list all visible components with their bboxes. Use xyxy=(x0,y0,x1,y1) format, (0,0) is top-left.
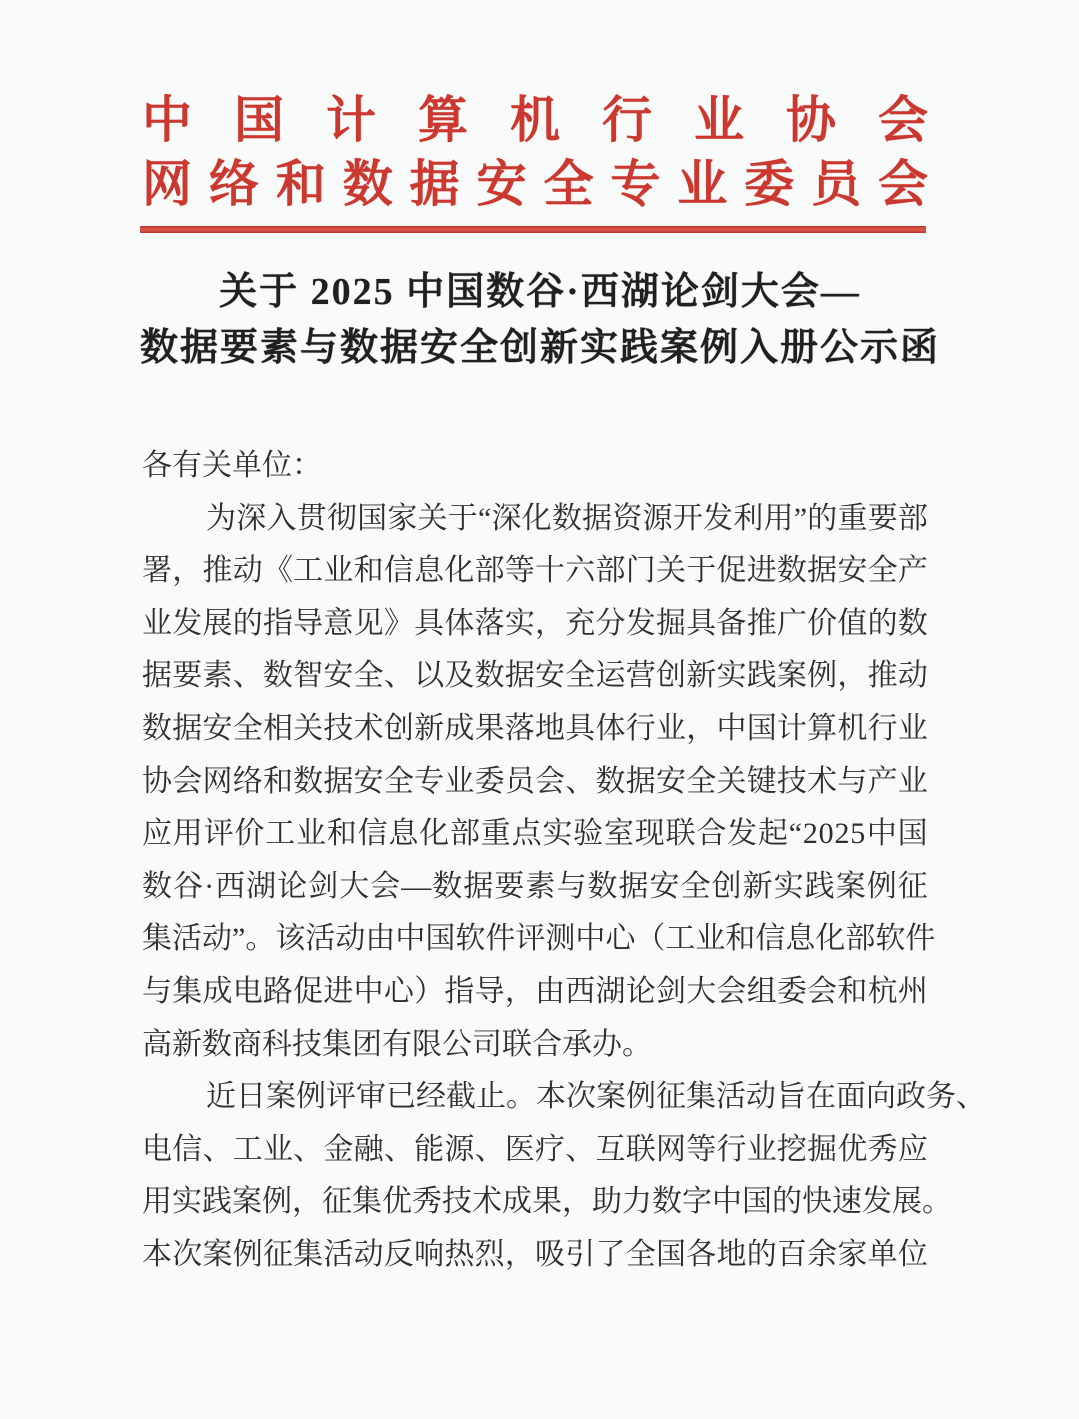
body-line: 用 实 践 案 例 ， 征 集 优 秀 技 术 成 果 ， 助 力 数 字 中 国 的 快 速 发 展 。 xyxy=(142,1185,952,1219)
org-header xyxy=(142,88,928,216)
body-line: 本 次 案 例 征 集 活 动 反 响 热 烈 ， 吸 引 了 全 国 各 地 的 百 余 家 单 位 xyxy=(142,1237,928,1271)
body-line: 数 谷 · 西 湖 论 剑 大 会 — 数 据 要 素 与 数 据 安 全 创 新 实 践 案 例 征 xyxy=(142,869,928,903)
body-line: 高新数商科技集团有限公司联合承办。 xyxy=(142,1027,652,1061)
body-line: 协 会 网 络 和 数 据 安 全 专 业 委 员 会 、 数 据 安 全 关 键 技 术 与 产 业 xyxy=(142,764,928,798)
body-line: 应 用 评 价 工 业 和 信 息 化 部 重 点 实 验 室 现 联 合 发 起 “ 2 0 2 5 中 国 xyxy=(142,817,928,851)
body-line: 为 深 入 贯 彻 国 家 关 于 “ 深 化 数 据 资 源 开 发 利 用 ” 的 重 要 部 xyxy=(206,501,928,535)
red-rule-divider xyxy=(140,226,926,233)
body-line: 电 信 、 工 业 、 金 融 、 能 源 、 医 疗 、 互 联 网 等 行 业 挖 掘 优 秀 应 xyxy=(142,1132,928,1166)
doc-body xyxy=(142,440,986,1282)
body-line: 业 发 展 的 指 导 意 见 》 具 体 落 实 ， 充 分 发 掘 具 备 推 广 价 值 的 数 xyxy=(142,606,928,640)
org-header-line-2: 网 络 和 数 据 安 全 专 业 委 员 会 xyxy=(142,156,928,212)
org-header-line-1: 中 国 计 算 机 行 业 协 会 xyxy=(142,92,928,148)
body-line: 数 据 安 全 相 关 技 术 创 新 成 果 落 地 具 体 行 业 ， 中 国 计 算 机 行 业 xyxy=(142,711,928,745)
doc-title-line-2: 数据要素与数据安全创新实践案例入册公示函 xyxy=(139,327,940,369)
body-line: 与 集 成 电 路 促 进 中 心 ） 指 导 ， 由 西 湖 论 剑 大 会 组 委 会 和 杭 州 xyxy=(142,974,928,1008)
body-line: 署 ， 推 动 《 工 业 和 信 息 化 部 等 十 六 部 门 关 于 促 进 数 据 安 全 产 xyxy=(142,554,928,588)
doc-title xyxy=(80,264,1000,376)
body-line: 据 要 素 、 数 智 安 全 、 以 及 数 据 安 全 运 营 创 新 实 践 案 例 ， 推 动 xyxy=(142,659,928,693)
salutation: 各有关单位： xyxy=(142,449,322,482)
doc-title-line-1: 关于 2025 中国数谷·西湖论剑大会— xyxy=(219,271,861,313)
body-line: 集 活 动 ” 。 该 活 动 由 中 国 软 件 评 测 中 心 （ 工 业 和 信 息 化 部 软 件 xyxy=(142,922,936,956)
body-line: 近 日 案 例 评 审 已 经 截 止 。 本 次 案 例 征 集 活 动 旨 在 面 向 政 务 、 xyxy=(206,1080,986,1114)
